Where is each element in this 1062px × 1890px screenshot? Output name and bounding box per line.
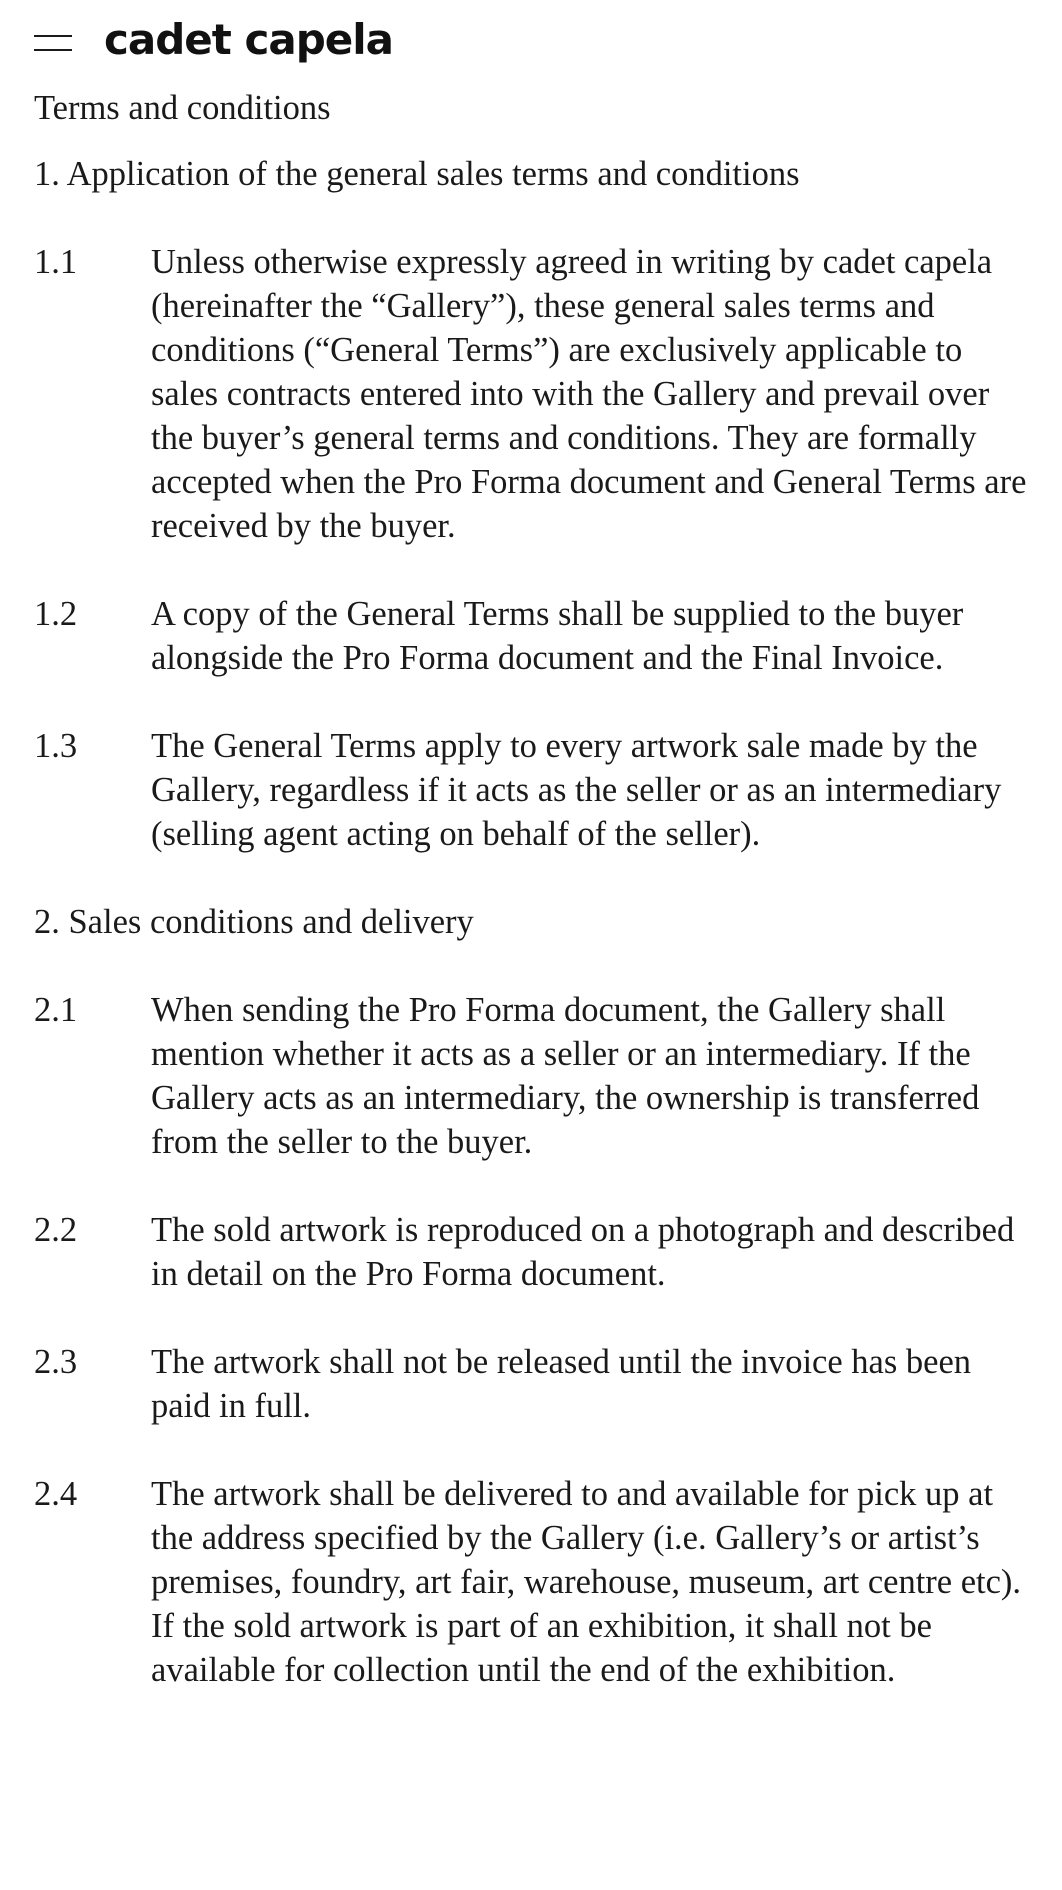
site-header xyxy=(0,0,1062,84)
section-2 xyxy=(34,900,1030,1692)
menu-bar-top xyxy=(34,35,72,37)
clause-number: 2.3 xyxy=(34,1343,78,1381)
clause-number: 2.4 xyxy=(34,1475,78,1513)
section-heading: 2. Sales conditions and delivery xyxy=(34,903,474,941)
section-1 xyxy=(34,152,1030,856)
clause-text: When sending the Pro Forma document, the Gallery shall mention whether it acts as a seller or an intermediary. If the Gallery acts as an intermediary, the ownership is transferred from the seller to the buyer. xyxy=(151,991,980,1161)
clause-text: The sold artwork is reproduced on a photograph and described in detail on the Pro Forma document. xyxy=(151,1211,1015,1293)
clause-2-4 xyxy=(34,1472,1030,1692)
hamburger-menu-icon[interactable] xyxy=(30,30,74,56)
clause-text: The artwork shall not be released until the invoice has been paid in full. xyxy=(151,1343,972,1425)
section-heading: 1. Application of the general sales terms and conditions xyxy=(34,155,800,193)
site-logo[interactable]: cadet capela xyxy=(104,15,394,64)
clause-text: The General Terms apply to every artwork sale made by the Gallery, regardless if it acts as the seller or as an intermediary (selling agent acting on behalf of the seller). xyxy=(151,727,1002,853)
clause-1-1 xyxy=(34,240,1030,548)
clause-number: 1.2 xyxy=(34,595,78,633)
terms-content xyxy=(34,86,1030,1692)
clause-1-3 xyxy=(34,724,1030,856)
page-title: Terms and conditions xyxy=(34,89,331,127)
clause-number: 1.3 xyxy=(34,727,78,765)
clause-number: 1.1 xyxy=(34,243,78,281)
clause-text: Unless otherwise expressly agreed in writing by cadet capela (hereinafter the “Gallery”), these general sales terms and conditions (“General Terms”) are exclusively applicable to sales contracts entered into with the Gallery and prevail over the buyer’s general terms and conditions. They are formally accepted when the Pro Forma document and General Terms are received by the buyer. xyxy=(151,243,1027,545)
clause-2-2 xyxy=(34,1208,1030,1296)
menu-bar-bottom xyxy=(34,49,72,51)
clause-2-3 xyxy=(34,1340,1030,1428)
clause-text: The artwork shall be delivered to and available for pick up at the address specified by the Gallery (i.e. Gallery’s or artist’s premises, foundry, art fair, warehouse, museum, art centre etc). If the sold artwork is part of an exhibition, it shall not be available for collection until the end of the exhibition. xyxy=(151,1475,1022,1689)
clause-2-1 xyxy=(34,988,1030,1164)
clause-1-2 xyxy=(34,592,1030,680)
clause-number: 2.2 xyxy=(34,1211,78,1249)
clause-text: A copy of the General Terms shall be supplied to the buyer alongside the Pro Forma document and the Final Invoice. xyxy=(151,595,964,677)
clause-number: 2.1 xyxy=(34,991,78,1029)
